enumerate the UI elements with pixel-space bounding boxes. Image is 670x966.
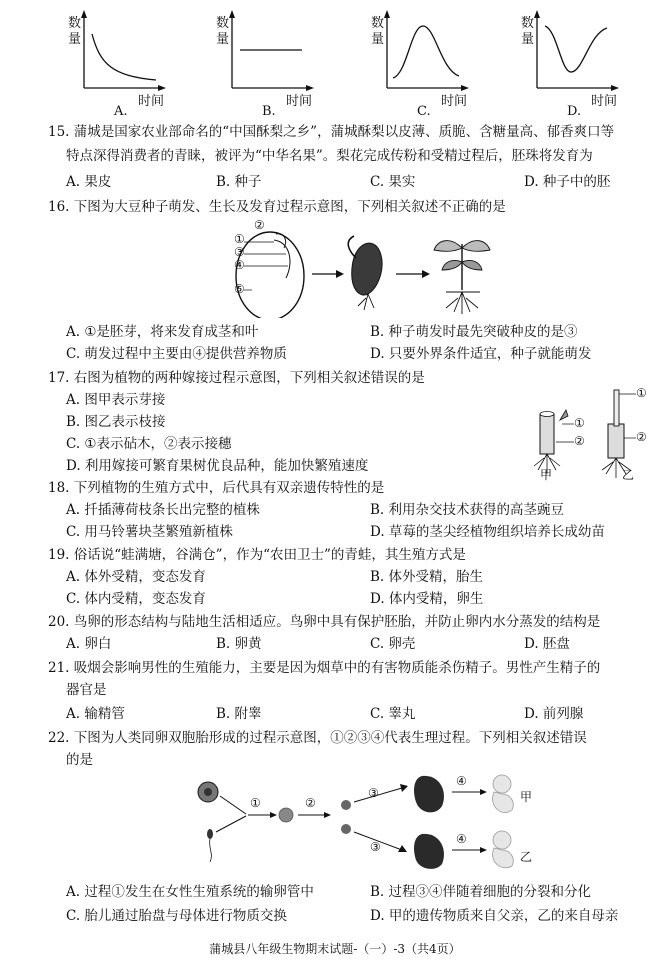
q16-option-a[interactable]: A. ①是胚芽，将来发育成茎和叶: [66, 324, 259, 340]
graph-c: [355, 4, 505, 119]
q19-option-b[interactable]: B. 体外受精，胎生: [370, 569, 484, 585]
q20-option-d[interactable]: D. 胚盘: [524, 636, 570, 652]
q22-option-a[interactable]: A. 过程①发生在女性生殖系统的输卵管中: [66, 884, 314, 900]
q22-stem-line1: 22. 下图为人类同卵双胞胎形成的过程示意图，①②③④代表生理过程。下列相关叙述错误: [48, 730, 587, 746]
y-label-bottom: 量: [521, 32, 535, 47]
graph-option-a: A.: [114, 104, 128, 119]
seed-label-2: ②: [254, 218, 265, 232]
q22-option-b[interactable]: B. 过程③④伴随着细胞的分裂和分化: [370, 884, 592, 900]
y-label-bottom: 量: [68, 32, 82, 47]
soybean-germination-figure: [228, 218, 508, 318]
q22-option-d[interactable]: D. 甲的遗传物质来自父亲，乙的来自母亲: [370, 908, 619, 924]
y-label-top: 数: [521, 16, 535, 31]
twin-formation-figure: [190, 772, 550, 872]
q19-stem: 19. 俗话说“蛙满塘，谷满仓”，作为“农田卫士”的青蛙，其生殖方式是: [48, 547, 466, 563]
q19-option-a[interactable]: A. 体外受精，变态发育: [66, 569, 206, 585]
y-label-top: 数: [216, 16, 230, 31]
q20-stem: 20. 鸟卵的形态结构与陆地生活相适应。鸟卵中具有保护胚胎，并防止卵内水分蒸发的结构是: [48, 614, 601, 630]
seed-label-5: ⑤: [234, 282, 245, 296]
step-1-label: ①: [250, 796, 261, 810]
q20-option-b[interactable]: B. 卵黄: [216, 636, 262, 652]
q19-option-c[interactable]: C. 体内受精，变态发育: [66, 591, 206, 607]
graph-option-b: B.: [262, 104, 276, 119]
q20-option-a[interactable]: A. 卵白: [66, 636, 112, 652]
soybean-germination-svg: [228, 218, 508, 318]
q18-option-d[interactable]: D. 草莓的茎尖经植物组织培养长成幼苗: [370, 524, 605, 540]
q18-stem: 18. 下列植物的生殖方式中，后代具有双亲遗传特性的是: [48, 480, 385, 496]
step-4-lower-label: ④: [456, 832, 467, 846]
q15-stem-line1: 15. 蒲城是国家农业部命名的“中国酥梨之乡”，蒲城酥梨以皮薄、质脆、含糖量高、郁香爽口等: [48, 124, 615, 140]
q16-option-d[interactable]: D. 只要外界条件适宜，种子就能萌发: [370, 346, 592, 362]
q15-option-a[interactable]: A. 果皮: [66, 174, 112, 190]
q19-option-d[interactable]: D. 体内受精，卵生: [370, 591, 484, 607]
y-label-bottom: 量: [216, 32, 230, 47]
q22-option-c[interactable]: C. 胎儿通过胎盘与母体进行物质交换: [66, 908, 287, 924]
q21-option-b[interactable]: B. 附睾: [216, 706, 262, 722]
y-label-bottom: 量: [371, 32, 385, 47]
y-label-top: 数: [371, 16, 385, 31]
q21-stem-line1: 21. 吸烟会影响男性的生殖能力，主要是因为烟草中的有害物质能杀伤精子。男性产生精子的: [48, 660, 601, 676]
q15-option-d[interactable]: D. 种子中的胚: [524, 174, 611, 190]
seed-outline: [236, 232, 304, 318]
q18-option-a[interactable]: A. 扦插薄荷枝条长出完整的植株: [66, 502, 260, 518]
x-label: 时间: [138, 94, 165, 109]
seed-label-3: ③: [234, 245, 245, 259]
q22-stem-line2: 的是: [66, 752, 93, 768]
q21-option-d[interactable]: D. 前列腺: [524, 706, 584, 722]
q15-option-b[interactable]: B. 种子: [216, 174, 262, 190]
step-2-label: ②: [305, 796, 316, 810]
seed-label-4: ④: [234, 258, 245, 272]
seed-label-1: ①: [234, 232, 245, 246]
y-label-top: 数: [68, 16, 82, 31]
x-label: 时间: [591, 94, 618, 109]
q17-option-d[interactable]: D. 利用嫁接可繁育果树优良品种，能加快繁殖速度: [66, 458, 369, 474]
graph-d: [505, 4, 655, 119]
q16-option-c[interactable]: C. 萌发过程中主要由④提供营养物质: [66, 346, 287, 362]
q16-option-b[interactable]: B. 种子萌发时最先突破种皮的是③: [370, 324, 578, 340]
q17-option-c[interactable]: C. ①表示砧木，②表示接穗: [66, 436, 232, 452]
q15-stem-line2: 特点深得消费者的青睐，被评为“中华名果”。梨花完成传粉和受精过程后，胚珠将发育为: [66, 148, 593, 164]
graph-b: [200, 4, 350, 119]
q20-option-c[interactable]: C. 卵壳: [370, 636, 416, 652]
q21-option-c[interactable]: C. 睾丸: [370, 706, 416, 722]
step-4-upper-label: ④: [456, 774, 467, 788]
graph-a: [52, 4, 202, 119]
page-footer: 蒲城县八年级生物期末试题-（一）-3（共4页）: [209, 942, 461, 956]
q16-stem: 16. 下图为大豆种子萌发、生长及发育过程示意图，下列相关叙述不正确的是: [48, 199, 506, 215]
graft-label-1-jia: ①: [574, 416, 585, 430]
twin-caption-jia: 甲: [520, 790, 533, 804]
q21-option-a[interactable]: A. 输精管: [66, 706, 125, 722]
graft-label-2-yi: ②: [636, 430, 647, 444]
q21-stem-line2: 器官是: [66, 682, 107, 698]
q17-option-b[interactable]: B. 图乙表示枝接: [66, 414, 166, 430]
graft-label-2-jia: ②: [574, 434, 585, 448]
graft-caption-yi: 乙: [622, 468, 635, 482]
graft-caption-jia: 甲: [540, 468, 553, 482]
step-3-lower-label: ③: [370, 840, 381, 854]
q17-stem: 17. 右图为植物的两种嫁接过程示意图，下列相关叙述错误的是: [48, 370, 425, 386]
graph-option-d: D.: [567, 104, 582, 119]
q18-option-b[interactable]: B. 利用杂交技术获得的高茎豌豆: [370, 502, 565, 518]
q15-option-c[interactable]: C. 果实: [370, 174, 416, 190]
step-3-upper-label: ③: [368, 786, 379, 800]
graph-option-c: C.: [417, 104, 431, 119]
q17-option-a[interactable]: A. 图甲表示芽接: [66, 392, 166, 408]
twin-caption-yi: 乙: [520, 850, 533, 864]
graft-label-1-yi: ①: [636, 386, 647, 400]
x-label: 时间: [286, 94, 313, 109]
grafting-figure: [526, 380, 660, 480]
x-label: 时间: [441, 94, 468, 109]
q18-option-c[interactable]: C. 用马铃薯块茎繁殖新植株: [66, 524, 233, 540]
